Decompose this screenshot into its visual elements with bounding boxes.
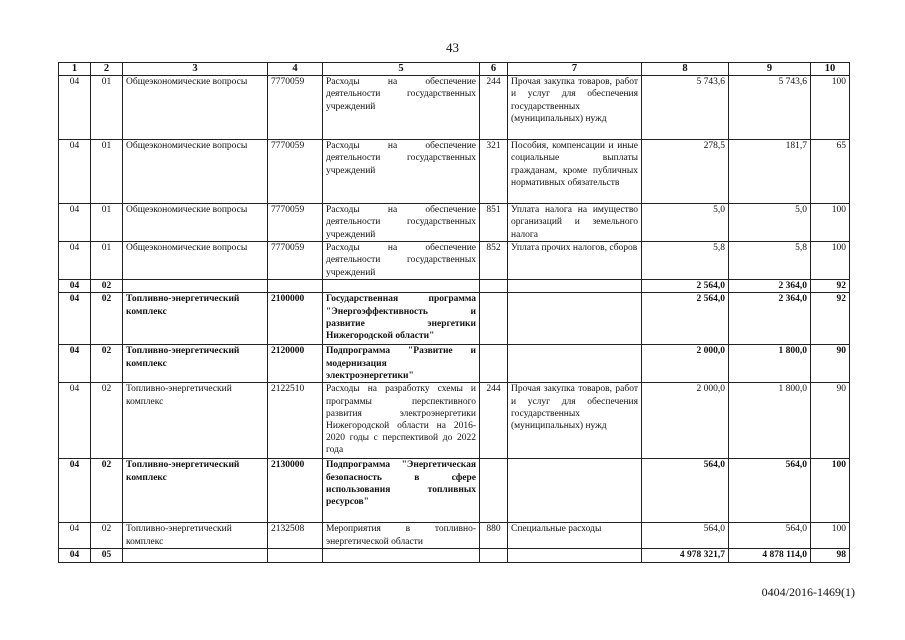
percent-cell: 100 xyxy=(811,523,850,549)
executed-amount-cell: 564,0 xyxy=(729,459,811,523)
expense-type-name-cell: Прочая закупка товаров, работ и услуг для обеспечения государственных (муниципальных) нужд xyxy=(508,76,642,140)
expense-type-cell xyxy=(480,293,508,345)
target-article-cell xyxy=(268,549,323,562)
subsection-cell: 02 xyxy=(91,523,123,549)
planned-amount-cell: 5 743,6 xyxy=(642,76,729,140)
table-row xyxy=(59,345,850,383)
percent-cell: 92 xyxy=(811,293,850,345)
table-row xyxy=(59,140,850,204)
article-name-cell: Расходы на обеспечение деятельности государственных учреждений xyxy=(323,140,480,204)
expense-type-cell: 244 xyxy=(480,76,508,140)
section-name-cell: Топливно-энергетический комплекс xyxy=(123,523,268,549)
subsection-cell: 05 xyxy=(91,549,123,562)
planned-amount-cell: 2 000,0 xyxy=(642,345,729,383)
section-cell: 04 xyxy=(59,280,91,293)
section-name-cell xyxy=(123,549,268,562)
section-cell: 04 xyxy=(59,76,91,140)
expense-type-name-cell xyxy=(508,280,642,293)
planned-amount-cell: 278,5 xyxy=(642,140,729,204)
section-cell: 04 xyxy=(59,242,91,280)
percent-cell: 100 xyxy=(811,459,850,523)
article-name-cell: Расходы на обеспечение деятельности государственных учреждений xyxy=(323,242,480,280)
section-cell: 04 xyxy=(59,345,91,383)
table-row xyxy=(59,523,850,549)
target-article-cell: 2132508 xyxy=(268,523,323,549)
table-row xyxy=(59,549,850,562)
target-article-cell: 2122510 xyxy=(268,383,323,459)
page-number: 43 xyxy=(446,40,459,55)
table-row xyxy=(59,293,850,345)
target-article-cell: 7770059 xyxy=(268,204,323,242)
document-code: 0404/2016-1469(1) xyxy=(761,585,855,599)
expense-type-name-cell: Прочая закупка товаров, работ и услуг для обеспечения государственных (муниципальных) нужд xyxy=(508,383,642,459)
article-name-cell: Расходы на обеспечение деятельности государственных учреждений xyxy=(323,76,480,140)
expense-type-cell xyxy=(480,345,508,383)
expense-type-name-cell xyxy=(508,345,642,383)
section-cell: 04 xyxy=(59,204,91,242)
section-cell: 04 xyxy=(59,140,91,204)
executed-amount-cell: 2 364,0 xyxy=(729,293,811,345)
section-name-cell xyxy=(123,280,268,293)
executed-amount-cell: 5 743,6 xyxy=(729,76,811,140)
target-article-cell: 7770059 xyxy=(268,242,323,280)
article-name-cell: Подпрограмма "Энергетическая безопасность в сфере использования топливных ресурсов" xyxy=(323,459,480,523)
subsection-cell: 01 xyxy=(91,242,123,280)
executed-amount-cell: 2 364,0 xyxy=(729,280,811,293)
section-name-cell: Топливно-энергетический комплекс xyxy=(123,383,268,459)
expense-type-name-cell: Уплата налога на имущество организаций и земельного налога xyxy=(508,204,642,242)
target-article-cell: 2130000 xyxy=(268,459,323,523)
article-name-cell xyxy=(323,549,480,562)
expense-type-cell xyxy=(480,459,508,523)
article-name-cell: Мероприятия в топливно-энергетической области xyxy=(323,523,480,549)
planned-amount-cell: 2 000,0 xyxy=(642,383,729,459)
expense-type-cell: 880 xyxy=(480,523,508,549)
executed-amount-cell: 1 800,0 xyxy=(729,345,811,383)
subsection-cell: 02 xyxy=(91,383,123,459)
budget-table xyxy=(58,62,850,563)
header-row xyxy=(59,63,850,76)
header-col-2: 2 xyxy=(91,63,123,76)
table-row xyxy=(59,204,850,242)
section-cell: 04 xyxy=(59,523,91,549)
planned-amount-cell: 564,0 xyxy=(642,459,729,523)
target-article-cell: 7770059 xyxy=(268,76,323,140)
table-row xyxy=(59,242,850,280)
header-col-5: 5 xyxy=(323,63,480,76)
expense-type-name-cell xyxy=(508,549,642,562)
planned-amount-cell: 2 564,0 xyxy=(642,293,729,345)
header-col-9: 9 xyxy=(729,63,811,76)
header-col-4: 4 xyxy=(268,63,323,76)
subsection-cell: 02 xyxy=(91,345,123,383)
expense-type-cell: 244 xyxy=(480,383,508,459)
section-cell: 04 xyxy=(59,549,91,562)
header-col-1: 1 xyxy=(59,63,91,76)
expense-type-cell: 321 xyxy=(480,140,508,204)
table-row xyxy=(59,76,850,140)
article-name-cell: Государственная программа "Энергоэффективность и развитие энергетики Нижегородской области" xyxy=(323,293,480,345)
article-name-cell: Расходы на обеспечение деятельности государственных учреждений xyxy=(323,204,480,242)
target-article-cell: 2120000 xyxy=(268,345,323,383)
planned-amount-cell: 564,0 xyxy=(642,523,729,549)
subsection-cell: 01 xyxy=(91,204,123,242)
table-body xyxy=(59,76,850,562)
section-name-cell: Общеэкономические вопросы xyxy=(123,204,268,242)
subsection-cell: 02 xyxy=(91,459,123,523)
percent-cell: 98 xyxy=(811,549,850,562)
article-name-cell xyxy=(323,280,480,293)
header-col-8: 8 xyxy=(642,63,729,76)
expense-type-cell: 851 xyxy=(480,204,508,242)
percent-cell: 100 xyxy=(811,204,850,242)
table-row xyxy=(59,383,850,459)
section-name-cell: Топливно-энергетический комплекс xyxy=(123,293,268,345)
header-col-10: 10 xyxy=(811,63,850,76)
header-col-3: 3 xyxy=(123,63,268,76)
section-name-cell: Топливно-энергетический комплекс xyxy=(123,345,268,383)
percent-cell: 65 xyxy=(811,140,850,204)
expense-type-name-cell xyxy=(508,293,642,345)
executed-amount-cell: 5,0 xyxy=(729,204,811,242)
subsection-cell: 02 xyxy=(91,280,123,293)
expense-type-name-cell: Уплата прочих налогов, сборов xyxy=(508,242,642,280)
section-name-cell: Общеэкономические вопросы xyxy=(123,242,268,280)
target-article-cell: 2100000 xyxy=(268,293,323,345)
percent-cell: 92 xyxy=(811,280,850,293)
executed-amount-cell: 1 800,0 xyxy=(729,383,811,459)
executed-amount-cell: 564,0 xyxy=(729,523,811,549)
expense-type-name-cell xyxy=(508,459,642,523)
section-name-cell: Топливно-энергетический комплекс xyxy=(123,459,268,523)
subsection-cell: 02 xyxy=(91,293,123,345)
executed-amount-cell: 4 878 114,0 xyxy=(729,549,811,562)
executed-amount-cell: 181,7 xyxy=(729,140,811,204)
section-name-cell: Общеэкономические вопросы xyxy=(123,140,268,204)
planned-amount-cell: 4 978 321,7 xyxy=(642,549,729,562)
planned-amount-cell: 2 564,0 xyxy=(642,280,729,293)
target-article-cell xyxy=(268,280,323,293)
header-col-6: 6 xyxy=(480,63,508,76)
expense-type-cell xyxy=(480,280,508,293)
expense-type-name-cell: Специальные расходы xyxy=(508,523,642,549)
expense-type-cell: 852 xyxy=(480,242,508,280)
article-name-cell: Подпрограмма "Развитие и модернизация электроэнергетики" xyxy=(323,345,480,383)
section-cell: 04 xyxy=(59,293,91,345)
planned-amount-cell: 5,8 xyxy=(642,242,729,280)
table-row xyxy=(59,459,850,523)
planned-amount-cell: 5,0 xyxy=(642,204,729,242)
section-name-cell: Общеэкономические вопросы xyxy=(123,76,268,140)
expense-type-cell xyxy=(480,549,508,562)
percent-cell: 90 xyxy=(811,383,850,459)
percent-cell: 100 xyxy=(811,242,850,280)
subsection-cell: 01 xyxy=(91,140,123,204)
expense-type-name-cell: Пособия, компенсации и иные социальные выплаты гражданам, кроме публичных нормативных обязательств xyxy=(508,140,642,204)
percent-cell: 90 xyxy=(811,345,850,383)
article-name-cell: Расходы на разработку схемы и программы перспективного развития электроэнергетики Нижегородской области на 2016-2020 годы с перспективой до 2022 года xyxy=(323,383,480,459)
header-col-7: 7 xyxy=(508,63,642,76)
target-article-cell: 7770059 xyxy=(268,140,323,204)
table-row xyxy=(59,280,850,293)
executed-amount-cell: 5,8 xyxy=(729,242,811,280)
section-cell: 04 xyxy=(59,459,91,523)
subsection-cell: 01 xyxy=(91,76,123,140)
percent-cell: 100 xyxy=(811,76,850,140)
section-cell: 04 xyxy=(59,383,91,459)
